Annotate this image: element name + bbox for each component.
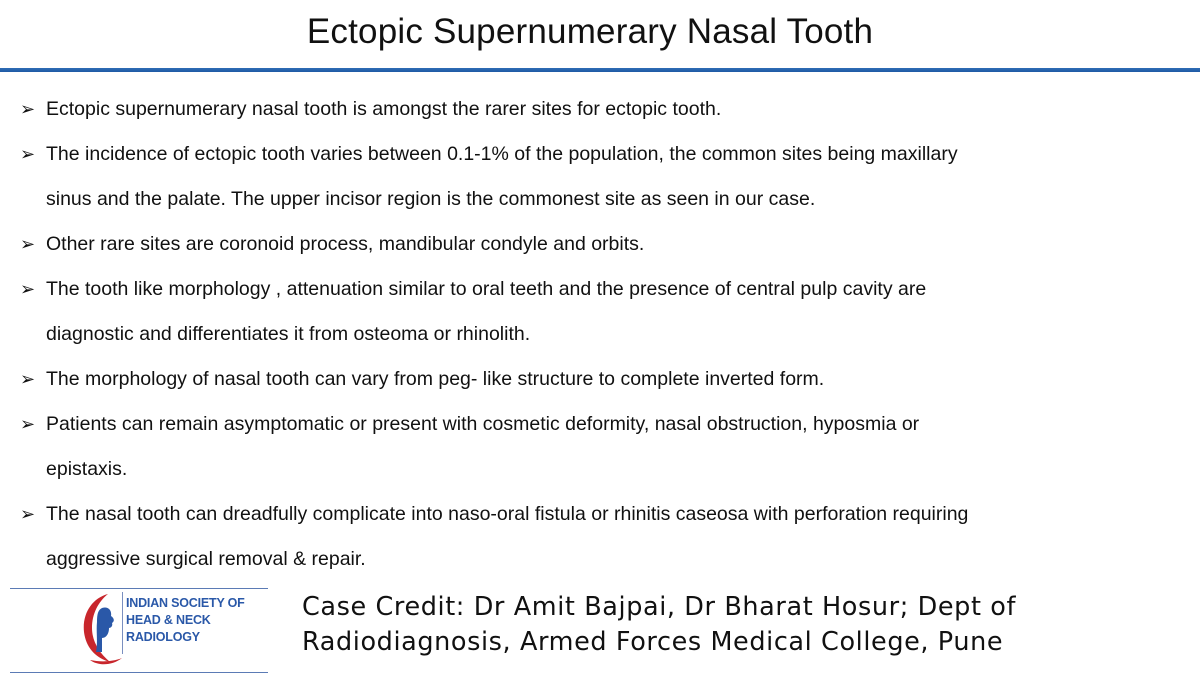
slide-title: Ectopic Supernumerary Nasal Tooth [306,12,874,51]
bullet-item [20,357,1190,402]
bullet-text-line: The tooth like morphology , attenuation similar to oral teeth and the presence of central pulp cavity are [46,278,927,300]
society-logo [78,588,268,668]
bullet-text-line: Other rare sites are coronoid process, mandibular condyle and orbits. [46,233,645,255]
bullet-text-line: diagnostic and differentiates it from osteoma or rhinolith. [46,323,531,345]
arrow-bullet-icon: ➢ [20,99,36,119]
bullet-item [20,132,1190,222]
title-divider [0,68,1200,72]
footer-divider-bottom [10,672,268,673]
logo-text-line: HEAD & NECK [126,613,211,627]
bullet-text-line: The morphology of nasal tooth can vary from peg- like structure to complete inverted form. [46,368,825,390]
arrow-bullet-icon: ➢ [20,279,36,299]
credit-line: Case Credit: Dr Amit Bajpai, Dr Bharat Hosur; Dept of [302,592,1017,622]
bullet-text-line: The incidence of ectopic tooth varies between 0.1-1% of the population, the common sites being maxillary [46,143,958,165]
bullet-text-line: Ectopic supernumerary nasal tooth is amongst the rarer sites for ectopic tooth. [46,98,722,120]
arrow-bullet-icon: ➢ [20,414,36,434]
bullet-item [20,87,1190,132]
logo-text [126,595,264,646]
arrow-bullet-icon: ➢ [20,144,36,164]
logo-text-line: RADIOLOGY [126,630,200,644]
bullet-text-line: aggressive surgical removal & repair. [46,548,366,570]
arrow-bullet-icon: ➢ [20,504,36,524]
logo-separator [122,592,123,654]
head-neck-logo-icon [78,588,126,668]
logo-text-line: INDIAN SOCIETY OF [126,596,245,610]
arrow-bullet-icon: ➢ [20,234,36,254]
case-credit [302,590,1192,660]
bullet-text-line: Patients can remain asymptomatic or present with cosmetic deformity, nasal obstruction, hyposmia or [46,413,920,435]
bullet-item [20,492,1190,582]
bullet-item [20,222,1190,267]
credit-line: Radiodiagnosis, Armed Forces Medical College, Pune [302,627,1004,657]
bullet-item [20,402,1190,492]
arrow-bullet-icon: ➢ [20,369,36,389]
bullet-list [20,87,1190,582]
bullet-item [20,267,1190,357]
bullet-text-line: epistaxis. [46,458,128,480]
bullet-text-line: The nasal tooth can dreadfully complicate into naso-oral fistula or rhinitis caseosa with perforation requiring [46,503,969,525]
bullet-text-line: sinus and the palate. The upper incisor region is the commonest site as seen in our case. [46,188,816,210]
